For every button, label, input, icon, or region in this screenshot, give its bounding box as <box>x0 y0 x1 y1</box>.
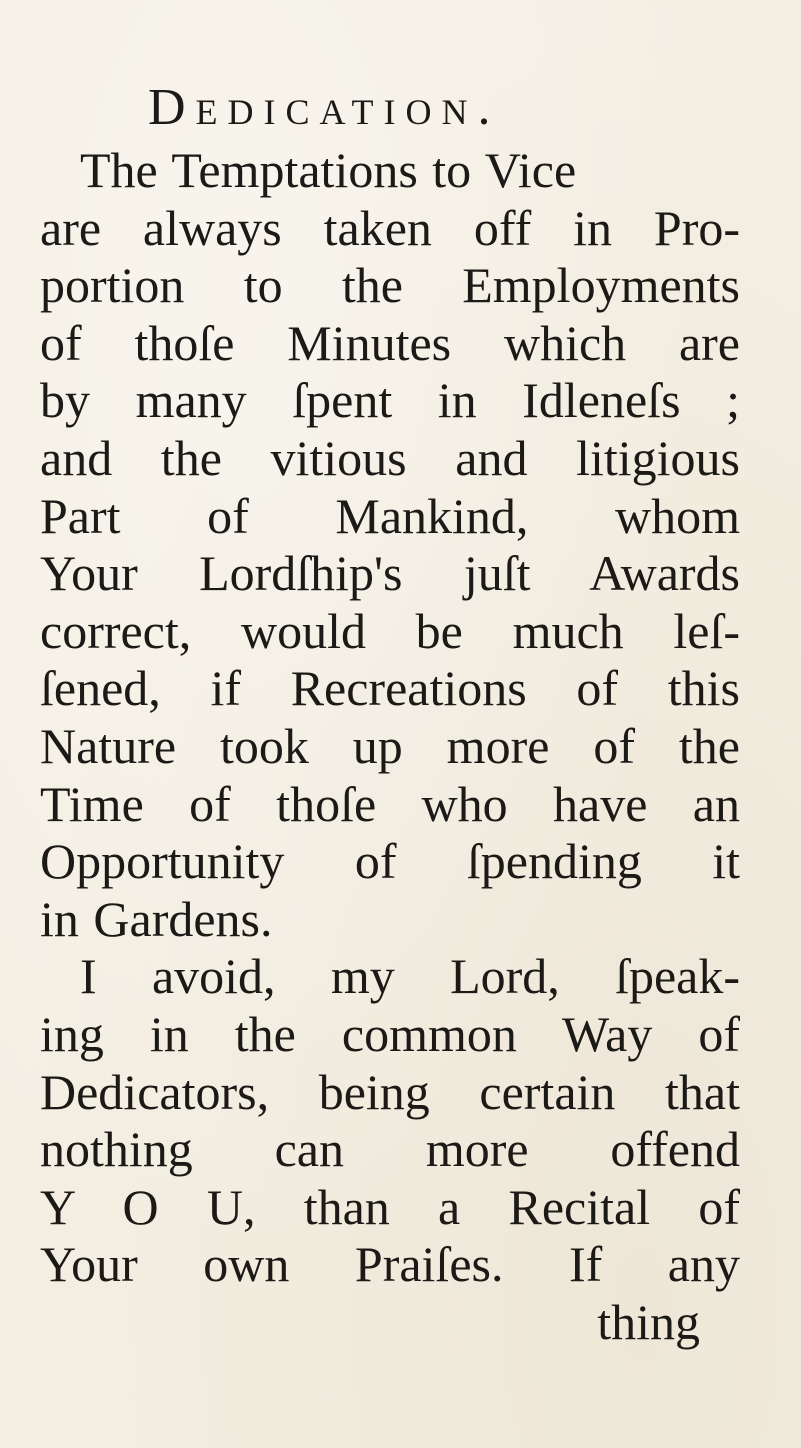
text-line: ſened, if Recreations of this <box>40 660 740 717</box>
text-line: Opportunity of ſpending it <box>40 833 740 890</box>
text-line: nothing can more offend <box>40 1121 740 1178</box>
text-line: ing in the common Way of <box>40 1005 740 1062</box>
text-line: Your own Praiſes. If any <box>40 1236 740 1293</box>
text-line: The Temptations to Vice <box>80 142 577 198</box>
running-head: Dedication. <box>148 79 501 136</box>
text-line: Dedicators, being certain that <box>40 1063 740 1120</box>
text-line: I avoid, my Lord, ſpeak- <box>80 948 740 1005</box>
text-line: and the vitious and litigious <box>40 429 740 486</box>
text-line: portion to the Employments <box>40 257 740 314</box>
text-line: Y O U, than a Recital of <box>40 1178 740 1235</box>
text-line: of thoſe Minutes which are <box>40 314 740 371</box>
text-line: Nature took up more of the <box>40 717 740 774</box>
text-line: correct, would be much leſ- <box>40 602 740 659</box>
text-line: by many ſpent in Idleneſs ; <box>40 372 740 429</box>
text-line: Your Lordſhip's juſt Awards <box>40 545 740 602</box>
body-text <box>40 142 740 1351</box>
text-line: Time of thoſe who have an <box>40 775 740 832</box>
text-line: in Gardens. <box>40 890 273 947</box>
text-line: Part of Mankind, whom <box>40 487 740 544</box>
catchword: thing <box>597 1293 700 1350</box>
text-line: are always taken off in Pro- <box>40 199 740 256</box>
